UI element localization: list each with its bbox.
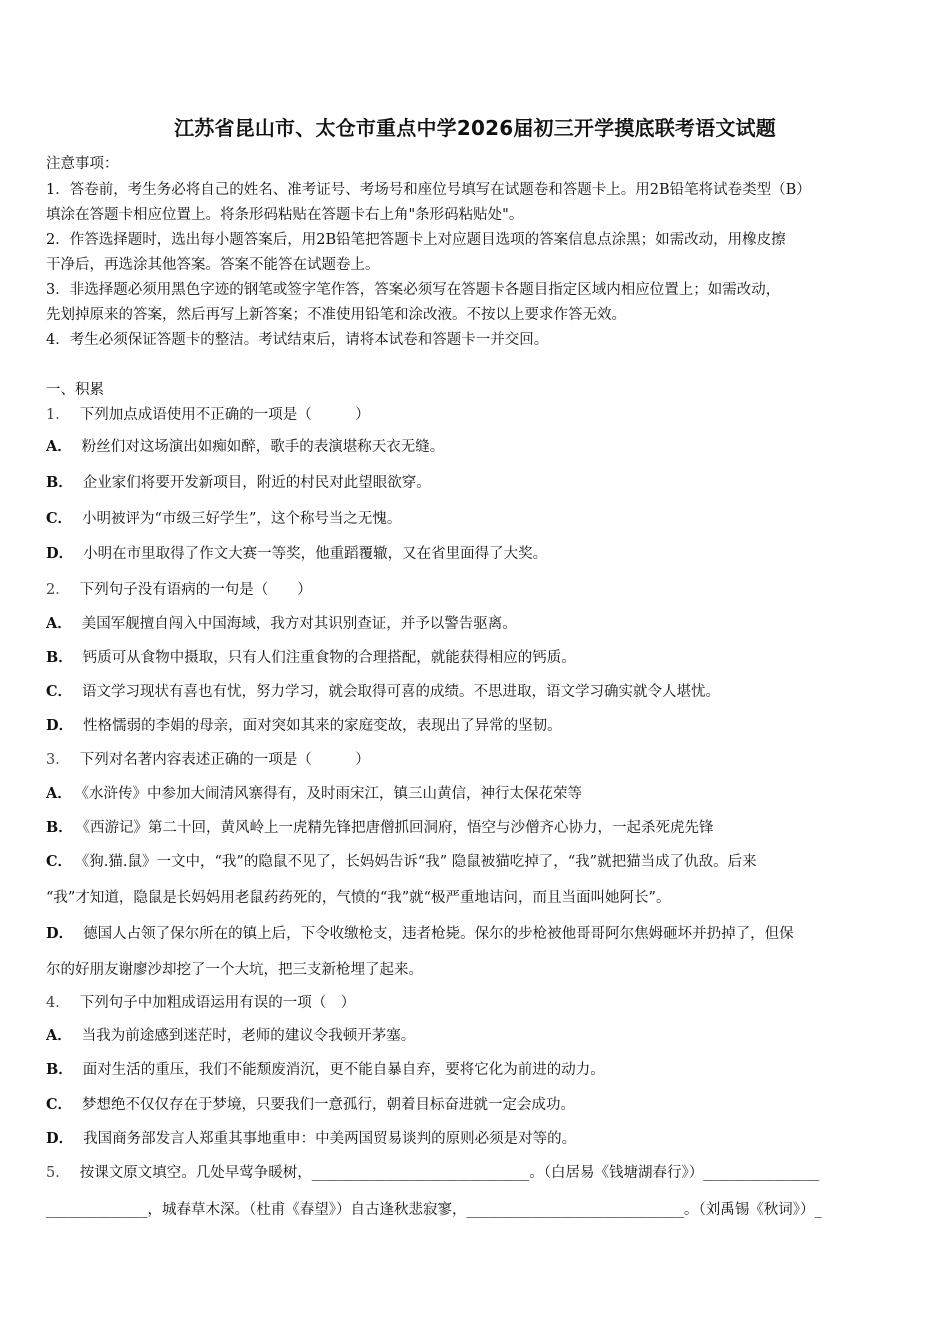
answer-option (46, 1093, 575, 1114)
option-letter: A． (46, 615, 72, 632)
question-text: 下列句子中加粗成语运用有误的一项（ ） (79, 995, 356, 1011)
option-text: 语文学习现状有喜也有忧，努力学习，就会取得可喜的成绩。不思进取，语文学习确实就令人堪忧。 (82, 684, 721, 700)
option-text: 《西游记》第二十回，黄风岭上一虎精先锋把唐僧抓回洞府，悟空与沙僧齐心协力，一起杀死虎先锋 (82, 820, 714, 836)
question-number: 1． (46, 407, 70, 423)
option-letter: C． (46, 683, 73, 700)
option-text: 钙质可从食物中摄取，只有人们注重食物的合理搭配，就能获得相应的钙质。 (82, 650, 576, 666)
notice-line: 3．非选择题必须用黑色字迹的钢笔或签字笔作答，答案必须写在答题卡各题目指定区域内相应位置上；如需改动， (46, 282, 781, 298)
answer-option (46, 542, 547, 563)
option-letter: B． (46, 1061, 73, 1078)
option-text: 企业家们将要开发新项目，附近的村民对此望眼欲穿。 (82, 475, 431, 491)
notice-heading: 注意事项： (46, 156, 119, 172)
option-text: 面对生活的重压，我们不能颓废消沉，更不能自暴自弃，要将它化为前进的动力。 (82, 1062, 605, 1078)
option-letter: C． (46, 853, 73, 870)
option-continuation: “我”才知道，隐鼠是长妈妈用老鼠药药死的，气愤的“我”就“极严重地诘问，而且当面叫她阿长”。 (46, 890, 671, 906)
question-number: 4． (46, 995, 70, 1011)
option-letter: C． (46, 510, 73, 527)
notice-line: 干净后，再选涂其他答案。答案不能答在试题卷上。 (46, 257, 380, 273)
option-letter: D． (46, 717, 74, 734)
question-continuation: ______________，城春草木深。（杜甫《春望》）自古逢秋悲寂寥，______________________________。（刘禹锡《秋词》）_ (46, 1202, 822, 1218)
option-text: 梦想绝不仅仅存在于梦境，只要我们一意孤行，朝着目标奋进就一定会成功。 (82, 1097, 576, 1113)
option-letter: A． (46, 785, 72, 802)
answer-option (46, 612, 517, 633)
option-text: 《水浒传》中参加大闹清风寨得有，及时雨宋江，镇三山黄信，神行太保花荣等 (81, 786, 583, 802)
answer-option (46, 471, 431, 492)
answer-option (46, 435, 444, 456)
question-text: 下列对名著内容表述正确的一项是（ ） (79, 752, 370, 768)
answer-option (46, 646, 576, 667)
question-number: 5． (46, 1165, 70, 1181)
option-text: 当我为前途感到迷茫时，老师的建议令我顿开茅塞。 (81, 1028, 416, 1044)
answer-option (46, 782, 582, 803)
notice-line: 填涂在答题卡相应位置上。将条形码粘贴在答题卡右上角"条形码粘贴处"。 (46, 207, 524, 223)
answer-option (46, 816, 714, 837)
option-text: 我国商务部发言人郑重其事地重申：中美两国贸易谈判的原则必须是对等的。 (83, 1131, 577, 1147)
notice-line: 先划掉原来的答案，然后再写上新答案；不准使用铅笔和涂改液。不按以上要求作答无效。 (46, 307, 626, 323)
option-text: 小明被评为“市级三好学生”，这个称号当之无愧。 (82, 511, 402, 527)
answer-option (46, 850, 757, 871)
question-stem (46, 991, 355, 1012)
option-letter: B． (46, 819, 73, 836)
option-text: 粉丝们对这场演出如痴如醉，歌手的表演堪称天衣无缝。 (81, 439, 445, 455)
option-continuation: 尔的好朋友谢廖沙却挖了一个大坑，把三支新枪埋了起来。 (46, 962, 423, 978)
notice-line: 2．作答选择题时，选出每小题答案后，用2B铅笔把答题卡上对应题目选项的答案信息点涂黑；如需改动，用橡皮擦 (46, 232, 786, 248)
option-letter: D． (46, 545, 74, 562)
notice-line: 4．考生必须保证答题卡的整洁。考试结束后，请将本试卷和答题卡一并交回。 (46, 332, 549, 348)
question-text: 下列句子没有语病的一句是（ ） (79, 582, 312, 598)
option-letter: B． (46, 649, 73, 666)
question-number: 2． (46, 582, 70, 598)
notice-line: 1．答卷前，考生务必将自己的姓名、准考证号、考场号和座位号填写在试题卷和答题卡上。用2B铅笔将试卷类型（B） (46, 182, 811, 198)
option-text: 美国军舰擅自闯入中国海域，我方对其识别查证，并予以警告驱离。 (81, 616, 517, 632)
option-text: 小明在市里取得了作文大赛一等奖，他重蹈覆辙，又在省里面得了大奖。 (83, 546, 548, 562)
question-text: 按课文原文填空。几处早莺争暖树，______________________________。（白居易《钱塘湖春行》）________________ (79, 1165, 820, 1181)
question-text: 下列加点成语使用不正确的一项是（ ） (79, 407, 370, 423)
option-text: 《狗.猫.鼠》一文中，“我”的隐鼠不见了，长妈妈告诉“我” 隐鼠被猫吃掉了，“我”就把猫当成了仇敌。后来 (82, 854, 757, 870)
question-number: 3． (46, 752, 70, 768)
answer-option (46, 680, 720, 701)
answer-option (46, 1127, 576, 1148)
option-letter: D． (46, 1130, 74, 1147)
option-text: 德国人占领了保尔所在的镇上后，下令收缴枪支，违者枪毙。保尔的步枪被他哥哥阿尔焦姆砸坏并扔掉了，但保 (83, 926, 794, 942)
page-title: 江苏省昆山市、太仓市重点中学2026届初三开学摸底联考语文试题 (174, 116, 776, 140)
option-text: 性格懦弱的李娟的母亲，面对突如其来的家庭变故，表现出了异常的坚韧。 (83, 718, 562, 734)
question-stem (46, 403, 370, 424)
question-stem (46, 578, 312, 599)
answer-option (46, 1024, 415, 1045)
option-letter: C． (46, 1096, 73, 1113)
option-letter: B． (46, 474, 73, 491)
question-stem (46, 748, 370, 769)
option-letter: D． (46, 925, 74, 942)
answer-option (46, 1058, 605, 1079)
answer-option (46, 922, 794, 943)
option-letter: A． (46, 438, 72, 455)
option-letter: A． (46, 1027, 72, 1044)
answer-option (46, 507, 401, 528)
answer-option (46, 714, 562, 735)
question-stem (46, 1161, 819, 1182)
section-heading: 一、积累 (46, 382, 104, 398)
